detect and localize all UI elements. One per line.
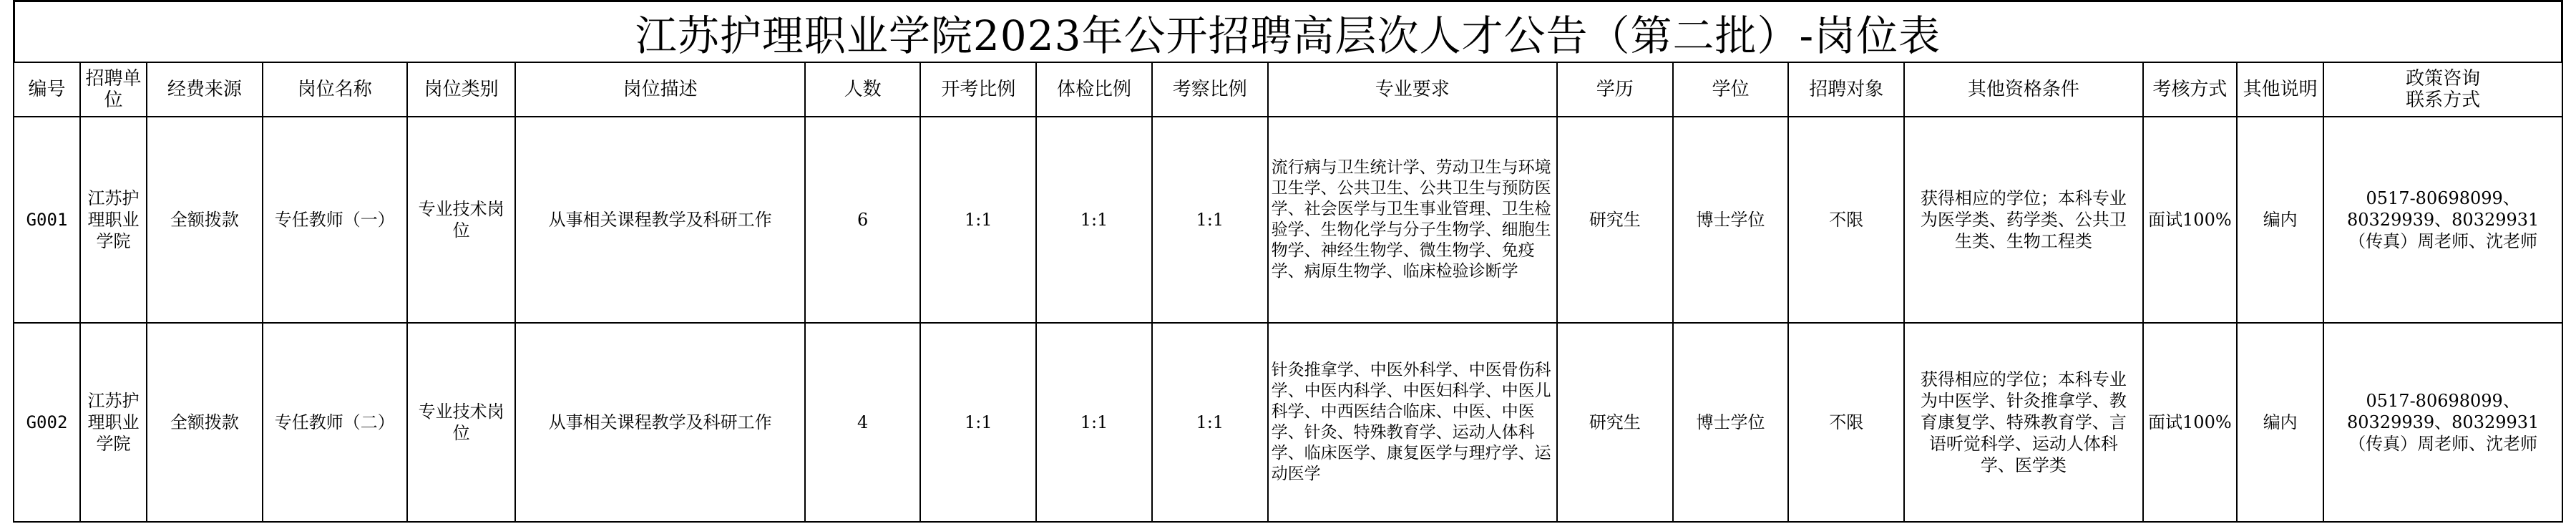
header-cell-contact: 政策咨询 联系方式 xyxy=(2323,62,2562,117)
header-cell-qualification: 其他资格条件 xyxy=(1904,62,2143,117)
cell-note: 编内 xyxy=(2237,323,2323,522)
position-table xyxy=(13,62,2563,523)
cell-physical-ratio: 1:1 xyxy=(1036,323,1152,522)
cell-qualification: 获得相应的学位；本科专业为医学类、药学类、公共卫生类、生物工程类 xyxy=(1904,117,2143,323)
cell-code: G001 xyxy=(14,117,80,323)
cell-description: 从事相关课程教学及科研工作 xyxy=(515,323,804,522)
table-row xyxy=(14,323,2562,522)
cell-inspect-ratio: 1:1 xyxy=(1152,117,1268,323)
cell-education: 研究生 xyxy=(1557,117,1673,323)
cell-education: 研究生 xyxy=(1557,323,1673,522)
cell-count: 4 xyxy=(805,323,921,522)
header-cell-description: 岗位描述 xyxy=(515,62,804,117)
header-cell-count: 人数 xyxy=(805,62,921,117)
cell-exam-ratio: 1:1 xyxy=(920,323,1036,522)
cell-physical-ratio: 1:1 xyxy=(1036,117,1152,323)
header-cell-code: 编号 xyxy=(14,62,80,117)
cell-count: 6 xyxy=(805,117,921,323)
cell-unit: 江苏护理职业学院 xyxy=(80,117,147,323)
cell-funding: 全额拨款 xyxy=(147,117,263,323)
cell-inspect-ratio: 1:1 xyxy=(1152,323,1268,522)
cell-note: 编内 xyxy=(2237,117,2323,323)
header-cell-note: 其他说明 xyxy=(2237,62,2323,117)
cell-major: 针灸推拿学、中医外科学、中医骨伤科学、中医内科学、中医妇科学、中医儿科学、中西医结合临床、中医、中医学、针灸、特殊教育学、运动人体科学、临床医学、康复医学与理疗学、运动医学 xyxy=(1268,323,1557,522)
cell-category: 专业技术岗位 xyxy=(407,117,516,323)
cell-exam-ratio: 1:1 xyxy=(920,117,1036,323)
cell-funding: 全额拨款 xyxy=(147,323,263,522)
cell-degree: 博士学位 xyxy=(1673,323,1789,522)
sheet-title: 江苏护理职业学院2023年公开招聘高层次人才公告（第二批）-岗位表 xyxy=(13,0,2563,62)
cell-contact: 0517-80698099、80329939、80329931（传真）周老师、沈老师 xyxy=(2323,323,2562,522)
cell-assessment: 面试100% xyxy=(2143,323,2237,522)
table-row xyxy=(14,117,2562,323)
header-cell-exam-ratio: 开考比例 xyxy=(920,62,1036,117)
cell-qualification: 获得相应的学位；本科专业为中医学、针灸推拿学、教育康复学、特殊教育学、言语听觉科学、运动人体科学、医学类 xyxy=(1904,323,2143,522)
cell-assessment: 面试100% xyxy=(2143,117,2237,323)
header-cell-assessment: 考核方式 xyxy=(2143,62,2237,117)
header-cell-target: 招聘对象 xyxy=(1788,62,1904,117)
header-cell-unit: 招聘单位 xyxy=(80,62,147,117)
cell-code: G002 xyxy=(14,323,80,522)
header-cell-education: 学历 xyxy=(1557,62,1673,117)
header-cell-position: 岗位名称 xyxy=(263,62,407,117)
cell-unit: 江苏护理职业学院 xyxy=(80,323,147,522)
cell-contact: 0517-80698099、80329939、80329931（传真）周老师、沈老师 xyxy=(2323,117,2562,323)
recruitment-position-sheet xyxy=(13,0,2563,523)
cell-position: 专任教师（一） xyxy=(263,117,407,323)
header-cell-funding: 经费来源 xyxy=(147,62,263,117)
header-cell-physical-ratio: 体检比例 xyxy=(1036,62,1152,117)
header-cell-major: 专业要求 xyxy=(1268,62,1557,117)
header-cell-inspect-ratio: 考察比例 xyxy=(1152,62,1268,117)
header-cell-category: 岗位类别 xyxy=(407,62,516,117)
cell-degree: 博士学位 xyxy=(1673,117,1789,323)
cell-category: 专业技术岗位 xyxy=(407,323,516,522)
header-cell-degree: 学位 xyxy=(1673,62,1789,117)
cell-major: 流行病与卫生统计学、劳动卫生与环境卫生学、公共卫生、公共卫生与预防医学、社会医学与卫生事业管理、卫生检验学、生物化学与分子生物学、细胞生物学、神经生物学、微生物学、免疫学、病原生物学、临床检验诊断学 xyxy=(1268,117,1557,323)
cell-target: 不限 xyxy=(1788,323,1904,522)
cell-description: 从事相关课程教学及科研工作 xyxy=(515,117,804,323)
table-header-row xyxy=(14,62,2562,117)
cell-position: 专任教师（二） xyxy=(263,323,407,522)
cell-target: 不限 xyxy=(1788,117,1904,323)
